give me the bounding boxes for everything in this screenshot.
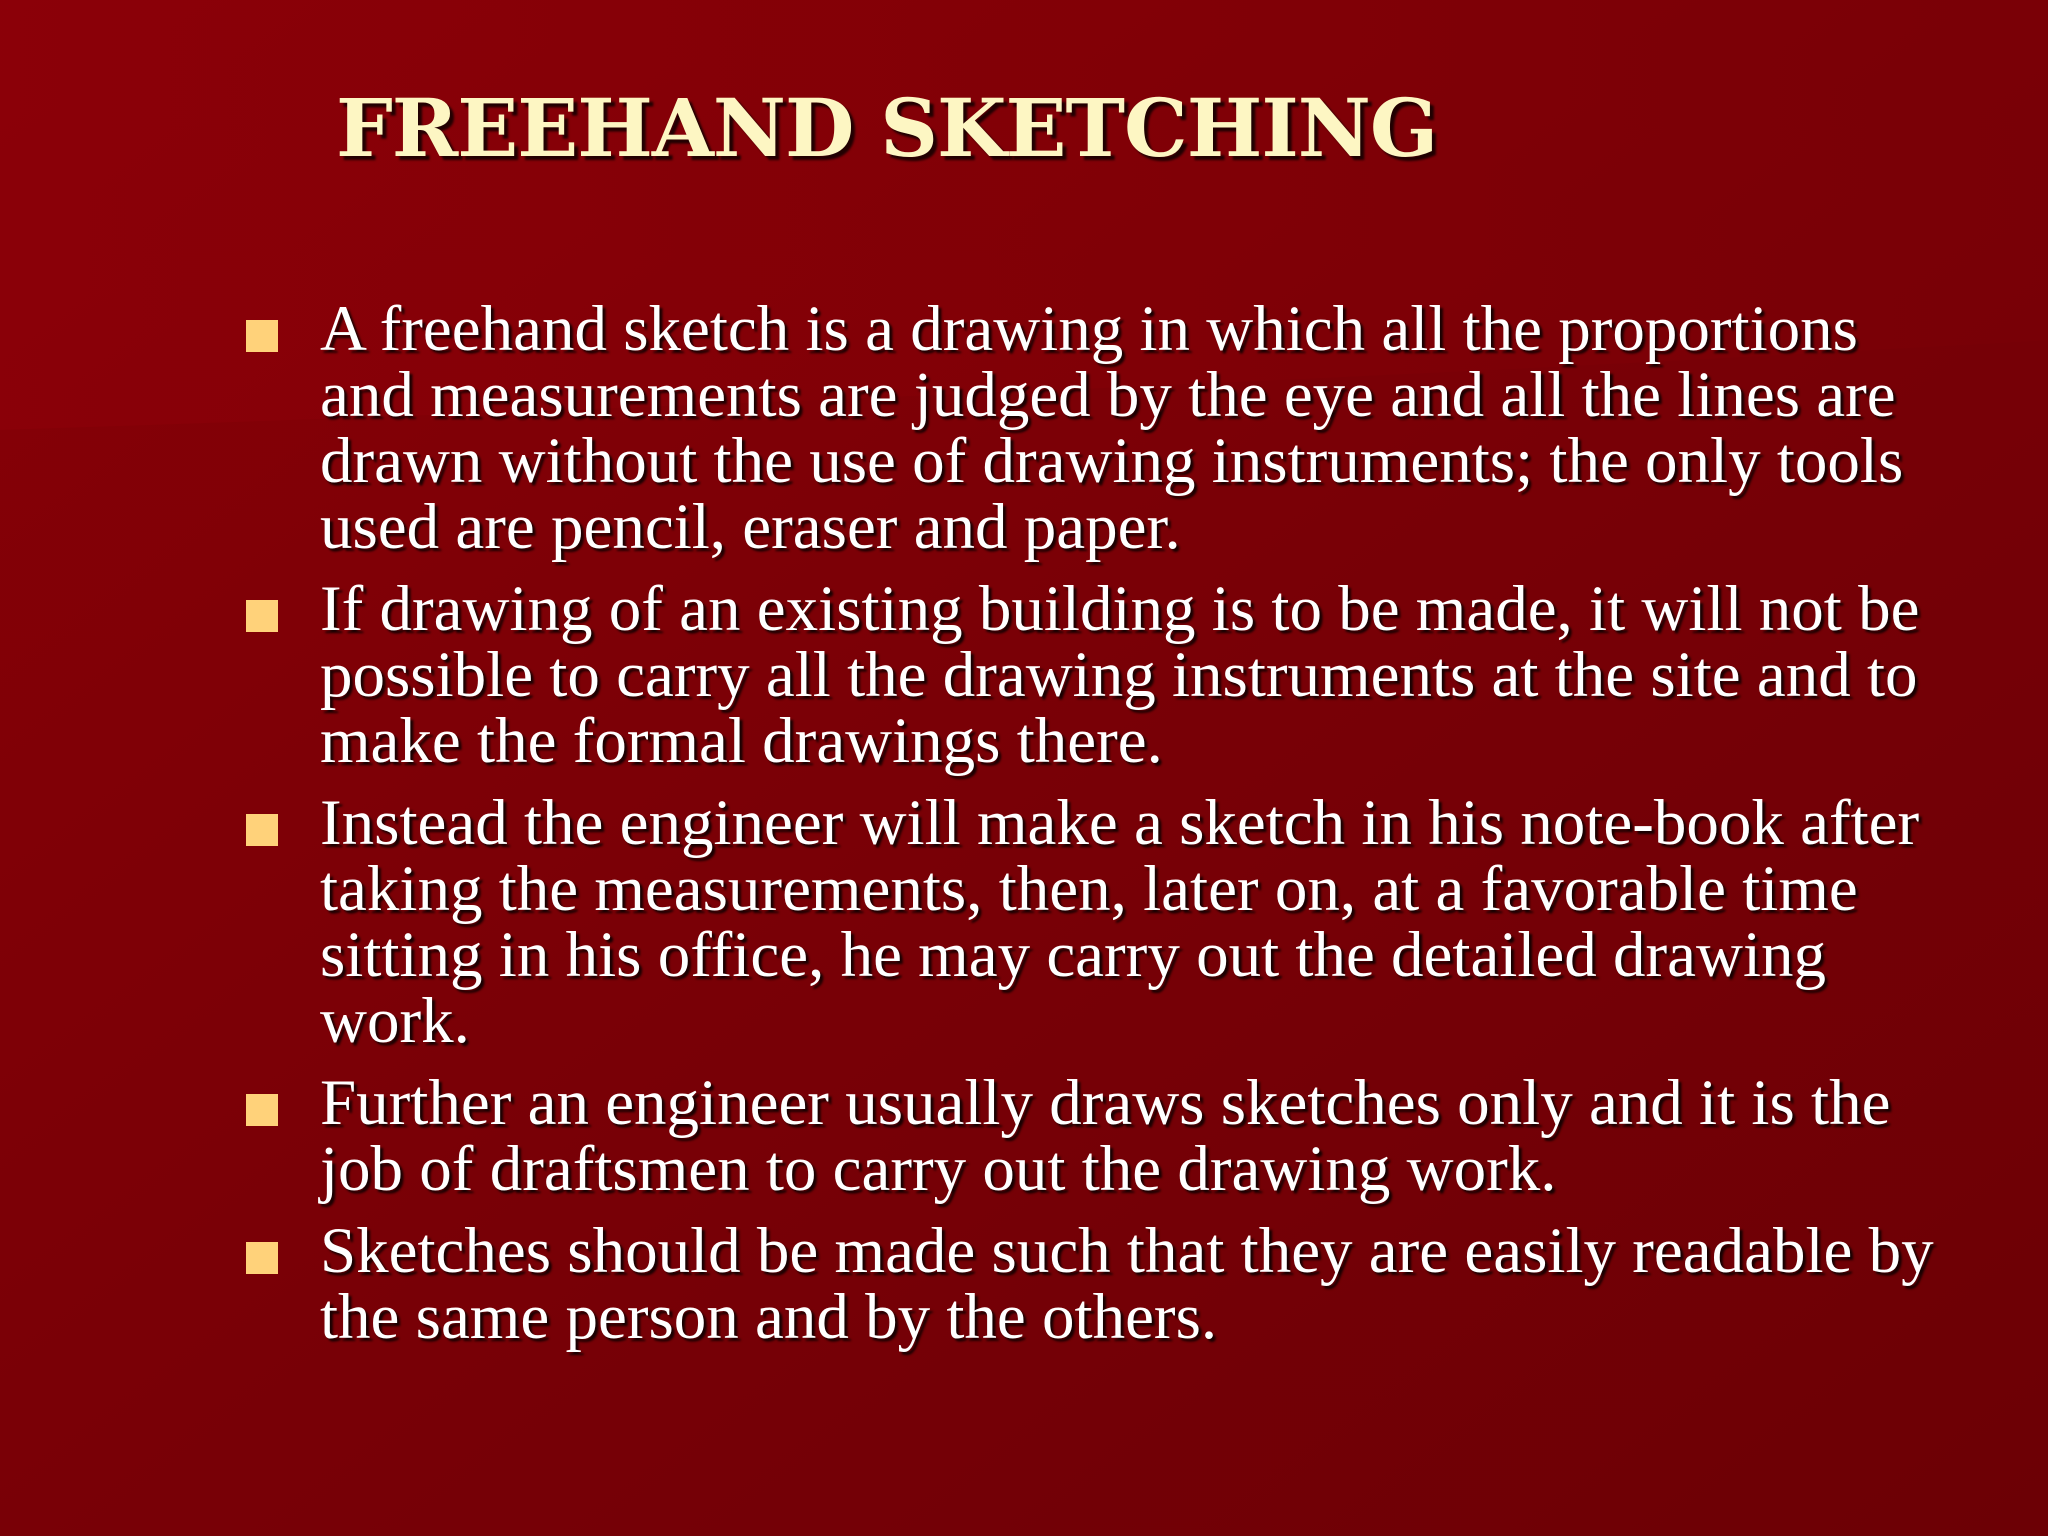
list-item	[246, 293, 1958, 563]
list-item	[246, 787, 1958, 1057]
bullet-text: If drawing of an existing building is to be made, it will not be possible to carry all the drawing instruments at the site and to make the formal drawings there.	[320, 573, 1920, 777]
square-bullet-icon	[246, 814, 278, 846]
square-bullet-icon	[246, 600, 278, 632]
list-item	[246, 1067, 1958, 1205]
list-item	[246, 573, 1958, 777]
list-item	[246, 1215, 1958, 1353]
square-bullet-icon	[246, 1094, 278, 1126]
bullet-text: Instead the engineer will make a sketch in his note-book after taking the measurements, then, later on, at a favorable time sitting in his office, he may carry out the detailed drawing work.	[320, 787, 1920, 1057]
bullet-list	[246, 293, 1958, 1366]
slide-title: FREEHAND SKETCHING	[336, 81, 1438, 175]
bullet-text: A freehand sketch is a drawing in which all the proportions and measurements are judged by the eye and all the lines are drawn without the use of drawing instruments; the only tools used are pencil, eraser and paper.	[320, 293, 1904, 563]
square-bullet-icon	[246, 320, 278, 352]
bullet-text: Sketches should be made such that they are easily readable by the same person and by the others.	[320, 1215, 1934, 1353]
bullet-text: Further an engineer usually draws sketches only and it is the job of draftsmen to carry out the drawing work.	[320, 1067, 1891, 1205]
square-bullet-icon	[246, 1242, 278, 1274]
